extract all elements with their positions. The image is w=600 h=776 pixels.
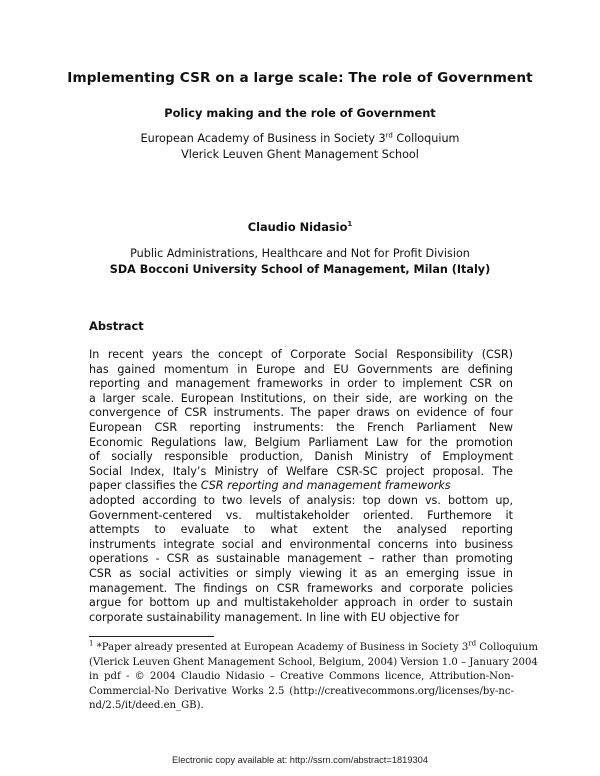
abstract-line: adopted according to two levels of analysis: top down vs. bottom up,	[89, 493, 513, 507]
author-name: Claudio Nidasio	[247, 220, 348, 234]
abstract-line: argue for bottom up and multistakeholder approach in order to sustain	[89, 596, 513, 610]
paper-subtitle: Policy making and the role of Government	[164, 106, 436, 120]
conference-ordinal: rd	[385, 131, 393, 140]
abstract-line: instruments integrate social and environmental concerns into business	[89, 537, 513, 551]
abstract-line: Government-centered vs. multistakeholder oriented. Furthemore it	[89, 508, 513, 522]
footnote-line: nd/2.5/it/deed.en_GB).	[89, 700, 204, 712]
conference-suffix: Colloquium	[392, 132, 460, 145]
conference-line-1	[0, 132, 600, 145]
author-footnote-mark: 1	[347, 220, 353, 229]
abstract-line: of socially responsible production, Danish Ministry of Employment	[89, 450, 513, 464]
footnote-line: Commercial-No Derivative Works 2.5 (http://creativecommons.org/licenses/by-nc-	[89, 685, 514, 697]
abstract-line	[89, 479, 513, 494]
affiliation-division: Public Administrations, Healthcare and Not for Profit Division	[130, 247, 470, 260]
abstract-line: Economic Regulations law, Belgium Parliament Law for the promotion	[89, 435, 513, 449]
abstract-line: has gained momentum in Europe and EU Governments are defining	[89, 362, 513, 376]
footnote	[89, 639, 538, 714]
abstract-line: operations - CSR as sustainable management – rather than promoting	[89, 552, 513, 566]
abstract-line: a larger scale. European Institutions, on their side, are working on the	[89, 391, 513, 405]
footnote-mark: 1	[89, 639, 94, 648]
conference-name: European Academy of Business in Society 3	[140, 132, 386, 145]
conference-line-2: Vlerick Leuven Ghent Management School	[181, 148, 419, 161]
abstract-line: European CSR reporting instruments: the French Parliament New	[89, 420, 513, 434]
affiliation-institution: SDA Bocconi University School of Management, Milan (Italy)	[109, 263, 491, 276]
abstract-heading: Abstract	[89, 319, 144, 333]
abstract-line: reporting and management frameworks in order to implement CSR on	[89, 377, 513, 391]
footnote-line: (Vlerick Leuven Ghent Management School, Belgium, 2004) Version 1.0 – January 2004	[89, 656, 538, 668]
footnote-text: *Paper already presented at European Academy of Business in Society 3	[96, 642, 469, 653]
abstract-line: corporate sustainability management. In line with EU objective for	[89, 610, 460, 624]
abstract-line: CSR as social activities or simply viewing it as an emerging issue in	[89, 566, 513, 580]
abstract-line: In recent years the concept of Corporate Social Responsibility (CSR)	[89, 348, 513, 361]
footnote-divider	[89, 636, 214, 637]
author	[0, 220, 600, 234]
footnote-line	[89, 639, 538, 656]
footnote-suffix: Colloquium	[476, 642, 538, 653]
footnote-line: in pdf - © 2004 Claudio Nidasio – Creative Commons licence, Attribution-Non-	[89, 671, 514, 683]
abstract-line: attempts to evaluate to what extent the analysed reporting	[89, 523, 513, 537]
abstract-line: Social Index, Italy’s Ministry of Welfare CSR-SC project proposal. The	[89, 464, 513, 478]
abstract-line-start: paper classifies the	[89, 479, 201, 493]
abstract-line: convergence of CSR instruments. The paper draws on evidence of four	[89, 406, 513, 420]
abstract-line: management. The findings on CSR frameworks and corporate policies	[89, 581, 513, 595]
paper-title: Implementing CSR on a large scale: The role of Government	[67, 70, 533, 86]
ssrn-footer: Electronic copy available at: http://ssrn.com/abstract=1819304	[171, 755, 429, 765]
abstract-body	[89, 348, 513, 625]
footnote-ordinal: rd	[468, 639, 477, 648]
abstract-emphasis: CSR reporting and management frameworks	[200, 479, 451, 493]
